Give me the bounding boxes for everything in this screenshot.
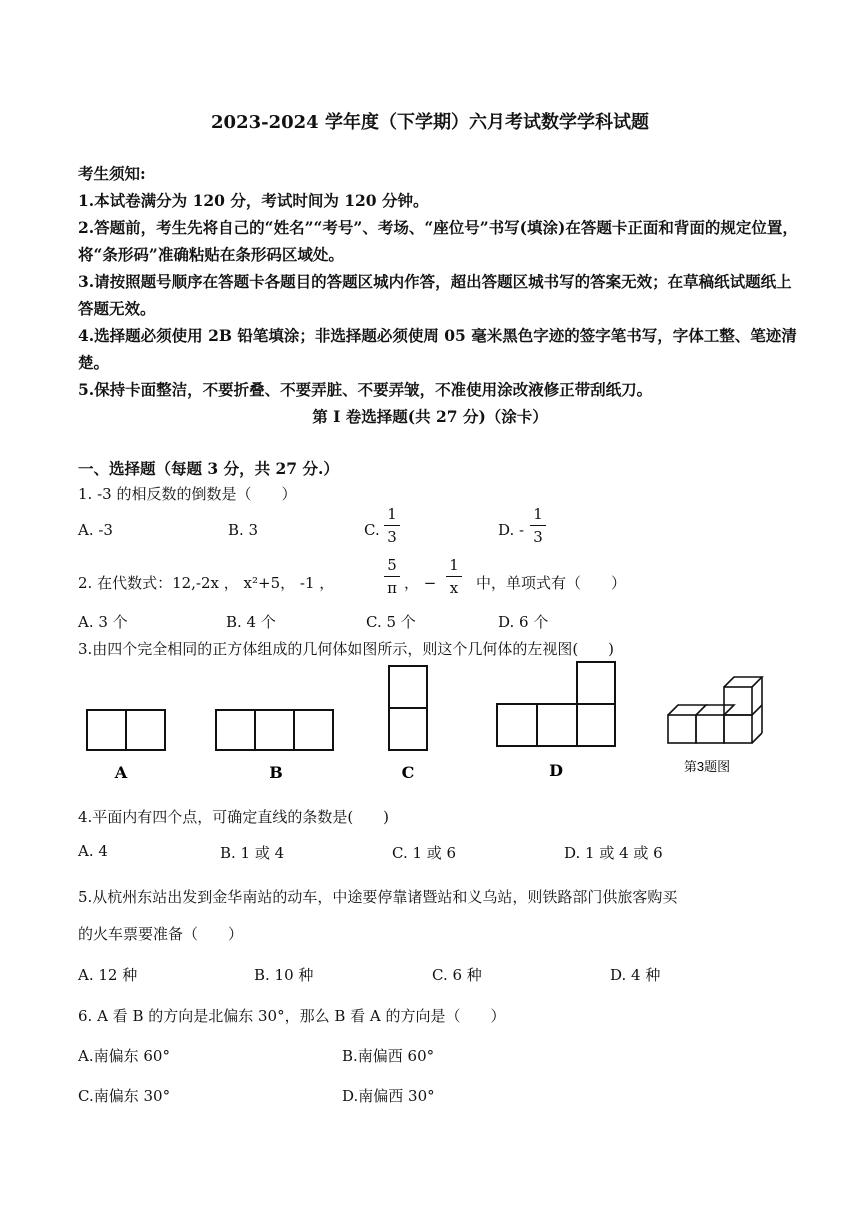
notice-item-5: 5.保持卡面整洁，不要折叠、不要弄脏、不要弄皱，不准使用涂改液修正带刮纸刀。 — [78, 380, 653, 399]
notice-item-1: 1.本试卷满分为 120 分，考试时间为 120 分钟。 — [78, 191, 429, 210]
q4-option-b: B. 1 或 4 — [220, 844, 285, 862]
fraction-bar — [446, 576, 462, 577]
q2-frac2-numerator: 1 — [449, 556, 459, 574]
q2-option-c: C. 5 个 — [366, 613, 416, 631]
q4-stem: 4.平面内有四个点，可确定直线的条数是( ) — [78, 808, 390, 826]
q3-label-a: A — [114, 763, 128, 782]
q3-figure-a — [87, 710, 165, 750]
q3-figures — [0, 660, 860, 790]
fraction-bar — [530, 525, 546, 526]
q3-figure-caption: 第3题图 — [683, 759, 731, 774]
notice-item-2: 2.答题前，考生先将自己的“姓名”“考号”、考场、“座位号”书写(填涂)在答题卡正面和背面的规定位置，将“条形码”准确粘贴在条形码区域处。 — [78, 218, 798, 264]
q1-option-c-fraction — [384, 505, 400, 546]
q3-label-b: B — [269, 763, 283, 782]
q3-stem: 3.由四个完全相同的正方体组成的几何体如图所示，则这个几何体的左视图( ) — [78, 640, 615, 658]
q5-option-c: C. 6 种 — [432, 966, 482, 984]
page-title: 2023-2024 学年度（下学期）六月考试数学学科试题 — [211, 112, 649, 133]
q2-frac2-denominator: x — [449, 579, 459, 597]
q1-c-denominator: 3 — [387, 528, 397, 546]
q5-option-d: D. 4 种 — [610, 966, 661, 984]
q1-option-d-prefix: D. - — [498, 521, 525, 539]
q2-option-a: A. 3 个 — [78, 613, 128, 631]
q3-label-c: C — [401, 763, 415, 782]
q1-option-a: A. -3 — [78, 521, 113, 539]
q1-c-numerator: 1 — [387, 505, 397, 523]
q1-option-d-fraction — [530, 505, 546, 546]
q1-stem: 1. -3 的相反数的倒数是（ ） — [78, 485, 297, 503]
part1-heading: 一、选择题（每题 3 分，共 27 分.） — [78, 459, 339, 478]
q5-option-a: A. 12 种 — [78, 966, 138, 984]
q2-separator: ， − — [404, 574, 437, 592]
q6-option-b: B.南偏西 60° — [342, 1047, 435, 1065]
q2-fraction-1-over-x — [446, 556, 462, 597]
q4-option-d: D. 1 或 4 或 6 — [564, 844, 663, 862]
q1-option-c-prefix: C. — [364, 521, 380, 539]
q2-frac1-denominator: π — [387, 579, 397, 597]
q2-option-b: B. 4 个 — [226, 613, 276, 631]
notice-item-3: 3.请按照题号顺序在答题卡各题目的答题区城内作答，超出答题区城书写的答案无效；在草稿纸试题纸上答题无效。 — [78, 272, 792, 318]
q5-stem-line-2: 的火车票要准备（ ） — [78, 925, 244, 943]
notice-item-4: 4.选择题必须使用 2B 铅笔填涂；非选择题必须使周 05 毫米黑色字迹的签字笔书写，字体工整、笔迹清楚。 — [78, 326, 797, 372]
q1-d-denominator: 3 — [533, 528, 543, 546]
q6-option-a: A.南偏东 60° — [78, 1047, 170, 1065]
q1-option-b: B. 3 — [228, 521, 259, 539]
q3-cube-solid-figure — [668, 677, 762, 743]
q3-figure-b — [216, 710, 333, 750]
q4-option-a: A. 4 — [78, 842, 108, 860]
q6-option-d: D.南偏西 30° — [342, 1087, 435, 1105]
q5-stem-line-1: 5.从杭州东站出发到金华南站的动车，中途要停靠诸暨站和义乌站，则铁路部门供旅客购买 — [78, 888, 678, 906]
q2-frac1-numerator: 5 — [387, 556, 397, 574]
q2-fraction-5-over-pi — [384, 556, 400, 597]
q4-option-c: C. 1 或 6 — [392, 844, 457, 862]
q5-option-b: B. 10 种 — [254, 966, 314, 984]
q6-stem: 6. A 看 B 的方向是北偏东 30°，那么 B 看 A 的方向是（ ） — [78, 1007, 506, 1025]
q3-figure-c — [389, 666, 427, 750]
q3-label-d: D — [549, 761, 563, 780]
fraction-bar — [384, 576, 400, 577]
notice-heading: 考生须知: — [78, 164, 146, 183]
fraction-bar — [384, 525, 400, 526]
q1-d-numerator: 1 — [533, 505, 543, 523]
q3-figure-d — [497, 662, 615, 746]
q2-stem-end: 中，单项式有（ ） — [476, 574, 627, 592]
q2-option-d: D. 6 个 — [498, 613, 549, 631]
q6-option-c: C.南偏东 30° — [78, 1087, 171, 1105]
q2-stem-start: 2. 在代数式：12,-2x ， x²+5， -1 ， — [78, 574, 335, 592]
section-title: 第 I 卷选择题(共 27 分)（涂卡） — [312, 407, 548, 426]
